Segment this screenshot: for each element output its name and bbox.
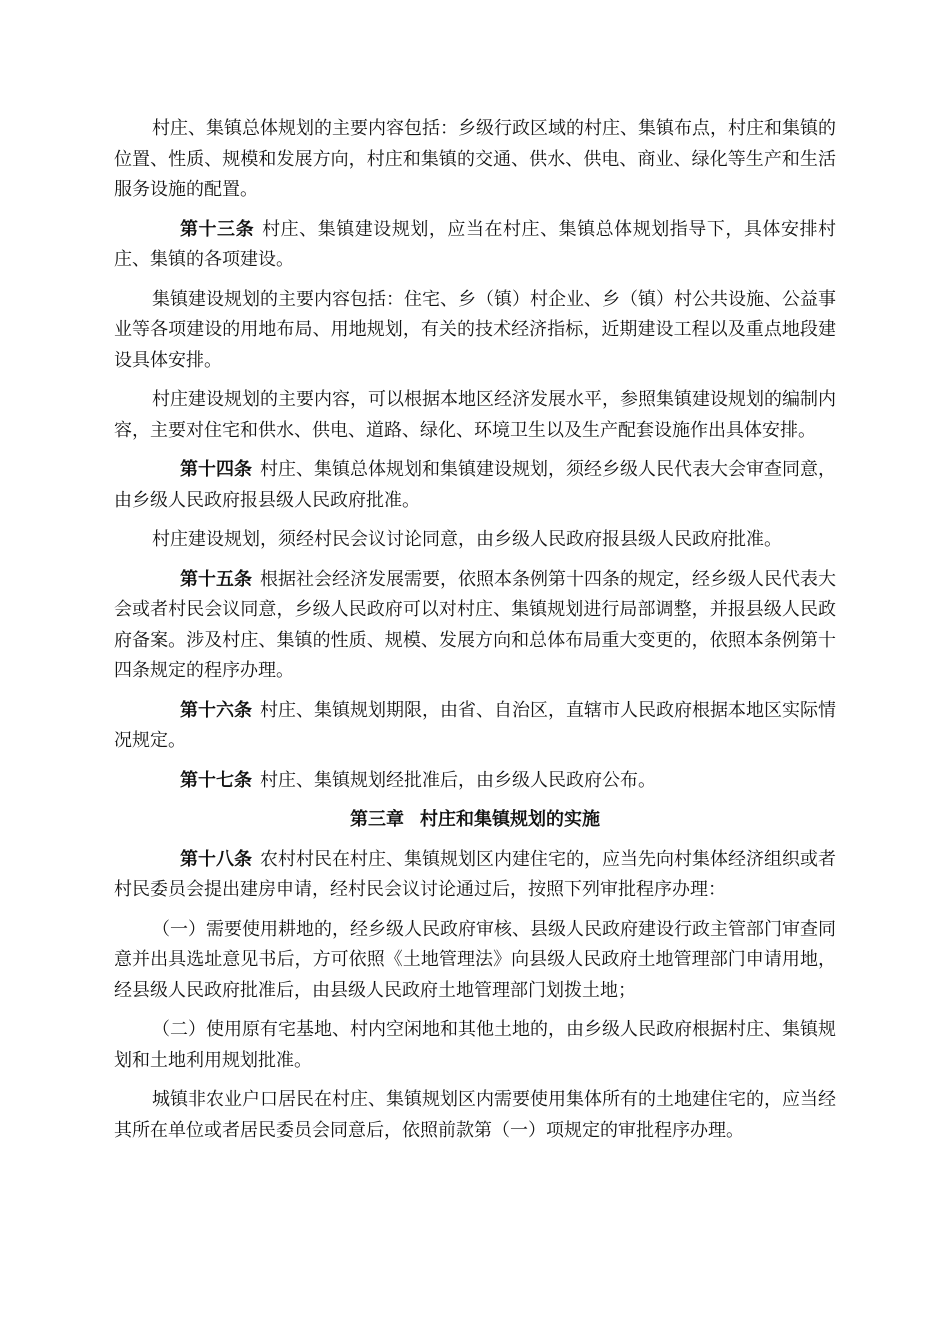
- paragraph-general-plan-content: 村庄、集镇总体规划的主要内容包括：乡级行政区域的村庄、集镇布点，村庄和集镇的位置、性质、规模和发展方向，村庄和集镇的交通、供水、供电、商业、绿化等生产和生活服务设施的配置。: [114, 118, 836, 200]
- article-13-text: 村庄、集镇建设规划，应当在村庄、集镇总体规划指导下，具体安排村庄、集镇的各项建设。: [114, 218, 837, 270]
- article-17-title: 第十七条: [180, 769, 252, 791]
- article-14-title: 第十四条: [180, 459, 252, 480]
- paragraph-village-plan-approval: 村庄建设规划，须经村民会议讨论同意，由乡级人民政府报县级人民政府批准。: [152, 529, 782, 550]
- article-13-title: 第十三条: [180, 218, 255, 240]
- article-17: [114, 766, 836, 797]
- article-16-title: 第十六条: [180, 699, 252, 721]
- paragraph-village-construction-plan: 村庄建设规划的主要内容，可以根据本地区经济发展水平，参照集镇建设规划的编制内容，主要对住宅和供水、供电、道路、绿化、环境卫生以及生产配套设施作出具体安排。: [114, 389, 836, 441]
- article-16: [114, 696, 836, 757]
- article-15: [114, 565, 836, 687]
- article-13: [114, 215, 836, 276]
- article-16-text: 村庄、集镇规划期限，由省、自治区，直辖市人民政府根据本地区实际情况规定。: [114, 699, 836, 751]
- paragraph-urban-residents: 城镇非农业户口居民在村庄、集镇规划区内需要使用集体所有的土地建住宅的，应当经其所在单位或者居民委员会同意后，依照前款第（一）项规定的审批程序办理。: [114, 1089, 836, 1141]
- article-15-title: 第十五条: [180, 568, 252, 590]
- article-15-text: 根据社会经济发展需要，依照本条例第十四条的规定，经乡级人民代表大会或者村民会议同意，乡级人民政府可以对村庄、集镇规划进行局部调整，并报县级人民政府备案。涉及村庄、集镇的性质、规模、发展方向和总体布局重大变更的，依照本条例第十四条规定的程序办理。: [114, 568, 836, 681]
- paragraph-town-construction-plan: 集镇建设规划的主要内容包括：住宅、乡（镇）村企业、乡（镇）村公共设施、公益事业等各项建设的用地布局、用地规划，有关的技术经济指标，近期建设工程以及重点地段建设具体安排。: [114, 288, 836, 371]
- chapter-heading: [114, 805, 836, 836]
- list-item-2: （二）使用原有宅基地、村内空闲地和其他土地的，由乡级人民政府根据村庄、集镇规划和土地利用规划批准。: [114, 1019, 836, 1071]
- document-body: [114, 114, 836, 1155]
- article-14-text: 村庄、集镇总体规划和集镇建设规划，须经乡级人民代表大会审查同意，由乡级人民政府报县级人民政府批准。: [114, 459, 836, 511]
- article-18: [114, 845, 836, 906]
- chapter-number: 第三章: [350, 809, 404, 830]
- article-18-title: 第十八条: [180, 848, 252, 870]
- chapter-title: 村庄和集镇规划的实施: [420, 809, 600, 830]
- list-item-1: （一）需要使用耕地的，经乡级人民政府审核、县级人民政府建设行政主管部门审查同意并出具选址意见书后，方可依照《土地管理法》向县级人民政府土地管理部门申请用地，经县级人民政府批准后，由县级人民政府土地管理部门划拨土地；: [114, 918, 836, 1001]
- article-17-text: 村庄、集镇规划经批准后，由乡级人民政府公布。: [260, 769, 656, 791]
- article-18-text: 农村村民在村庄、集镇规划区内建住宅的，应当先向村集体经济组织或者村民委员会提出建房申请，经村民会议讨论通过后，按照下列审批程序办理：: [114, 848, 836, 900]
- article-14: [114, 455, 836, 516]
